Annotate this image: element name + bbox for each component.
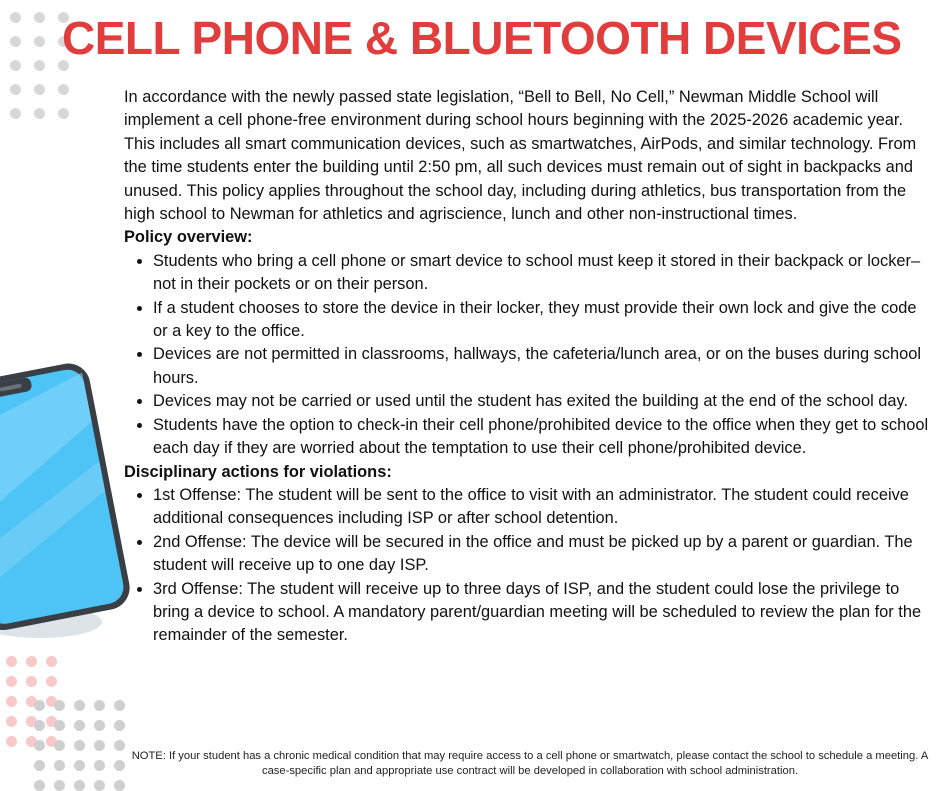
list-item: • Devices may not be carried or used until the student has exited the building at the end of the school day.: [153, 390, 932, 413]
decorative-dots-top-left: [10, 12, 69, 119]
list-item: • Students who bring a cell phone or smart device to school must keep it stored in their backpack or locker–not in their pockets or on their person.: [153, 250, 932, 297]
policy-list: [124, 250, 932, 461]
medical-note: NOTE: If your student has a chronic medical condition that may require access to a cell phone or smartwatch, please contact the school to schedule a meeting. A case-specific plan and appropriate use contract will be developed in collaboration with school administration.: [131, 750, 929, 778]
list-item: • 2nd Offense: The device will be secured in the office and must be picked up by a parent or guardian. The student will receive up to one day ISP.: [153, 531, 932, 578]
decorative-dots-gray: [34, 700, 125, 791]
smartphone-illustration: [0, 360, 130, 650]
phone-icon: [0, 360, 130, 650]
page-title: CELL PHONE & BLUETOOTH DEVICES: [62, 12, 902, 64]
list-item: • If a student chooses to store the device in their locker, they must provide their own lock and give the code or a key to the office.: [153, 297, 932, 344]
list-item: • 1st Offense: The student will be sent to the office to visit with an administrator. The student could receive additional consequences including ISP or after school detention.: [153, 484, 932, 531]
disciplinary-heading: Disciplinary actions for violations:: [124, 462, 392, 481]
list-item: • Students have the option to check-in their cell phone/prohibited device to the office when they get to school each day if they are worried about the temptation to use their cell phone/prohibited device.: [153, 414, 932, 461]
list-item: • 3rd Offense: The student will receive up to three days of ISP, and the student could lose the privilege to bring a device to school. A mandatory parent/guardian meeting will be scheduled to review the plan for the remainder of the semester.: [153, 578, 932, 648]
policy-content: [124, 86, 932, 648]
disciplinary-list: [124, 484, 932, 648]
policy-overview-heading: Policy overview:: [124, 228, 253, 247]
list-item: • Devices are not permitted in classrooms, hallways, the cafeteria/lunch area, or on the buses during school hours.: [153, 343, 932, 390]
intro-paragraph: In accordance with the newly passed state legislation, “Bell to Bell, No Cell,” Newman Middle School will implement a cell phone-free environment during school hours beginning with the 2025-2026 academic year. This includes all smart communication devices, such as smartwatches, AirPods, and similar technology. From the time students enter the building until 2:50 pm, all such devices must remain out of sight in backpacks and unused. This policy applies throughout the school day, including during athletics, bus transportation from the high school to Newman for athletics and agriscience, lunch and other non-instructional times.: [124, 88, 917, 224]
